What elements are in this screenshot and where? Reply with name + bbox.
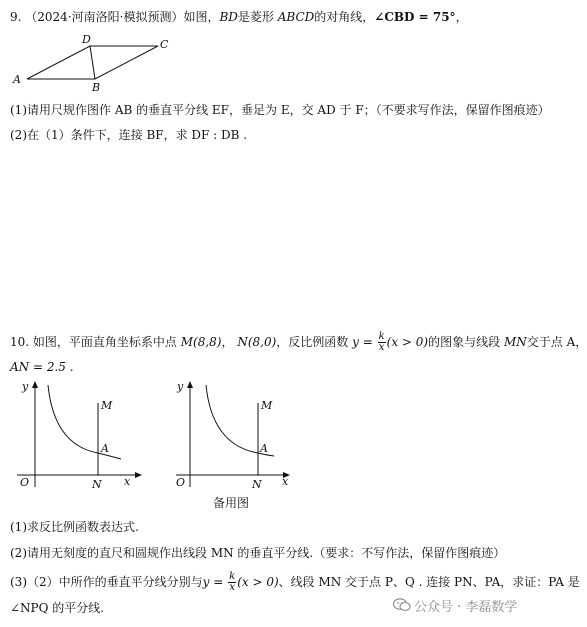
vertex-label-a: A	[13, 73, 21, 86]
point-label-a: A	[101, 442, 109, 455]
vertex-label-c: C	[160, 38, 169, 51]
spare-figure-caption: 备用图	[213, 496, 250, 510]
point-label-a-spare: A	[260, 442, 268, 455]
point-label-n-spare: N	[252, 478, 262, 491]
fraction-k-over-x: $\frac{k}{x}$	[378, 331, 385, 353]
q9-part1: (1)请用尺规作图作 AB 的垂直平分线 EF，垂足为 E，交 AD 于 F；（不要求写作法，保留作图痕迹）	[10, 103, 550, 117]
vertex-label-b: B	[92, 81, 101, 94]
q9-part2: (2)在（1）条件下，连接 BF，求 DF : DB .	[10, 128, 248, 142]
q10-part1: (1)求反比例函数表达式.	[10, 520, 139, 534]
vertex-label-d: D	[82, 33, 91, 46]
fraction-k-over-x-2: $\frac{k}{x}$	[229, 571, 236, 593]
q10-part2: (2)请用无刻度的直尺和圆规作出线段 MN 的垂直平分线.（要求：不写作法，保留作图痕迹）	[10, 546, 506, 560]
origin-label-spare: O	[176, 476, 186, 489]
point-label-n: N	[92, 478, 102, 491]
axis-label-x-spare: x	[282, 475, 289, 488]
watermark-text: 公众号 · 李磊数学	[414, 600, 518, 615]
origin-label: O	[20, 476, 30, 489]
wechat-icon	[393, 598, 411, 612]
q10-stem-line1: 10. 如图，平面直角坐标系中点 M(8,8)， N(8,0)，反比例函数 y = $\frac{k}{x}$ (x > 0)的图象与线段 MN交于点 A，	[10, 331, 587, 353]
q10-part3-line1: (3)（2）中所作的垂直平分线分别与y = $\frac{k}{x}$ (x > 0)、线段 MN 交于点 P、Q . 连接 PN、PA，求证：PA 是	[10, 571, 580, 593]
point-label-m-spare: M	[261, 399, 273, 412]
q10-part3-line2: ∠NPQ 的平分线.	[10, 601, 105, 615]
point-label-m: M	[101, 399, 113, 412]
axis-label-y: y	[22, 380, 29, 393]
axis-label-x: x	[124, 475, 131, 488]
q10-stem-line2: AN = 2.5 .	[10, 360, 74, 374]
q9-stem: 9. （2024·河南洛阳·模拟预测）如图，BD是菱形 ABCD的对角线，∠CBD = 75°，	[10, 10, 468, 24]
axis-label-y-spare: y	[177, 380, 184, 393]
